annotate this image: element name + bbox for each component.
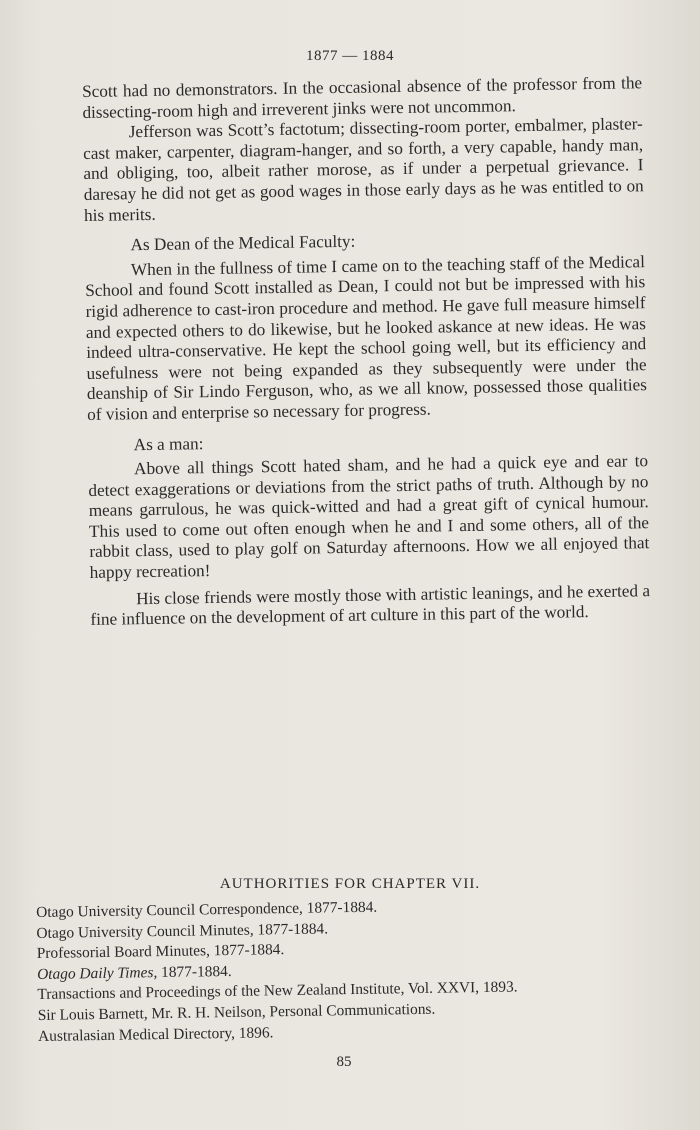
page-number: 85: [336, 1054, 352, 1070]
newspaper-years: 1877-1884.: [157, 962, 232, 981]
subheading-man: As a man:: [133, 433, 204, 454]
paragraph-jefferson: Jefferson was Scott’s factotum; dissecting-room porter, embalmer, plaster-cast maker, carpenter, diagram-hanger, and so forth, a very capable, handy man, and obliging, too, albeit rather morose, as if under a perpetual grievance. I daresay he did not get as good wages in those early days as he was entitled to on his merits.: [82, 114, 644, 225]
authorities-heading: AUTHORITIES FOR CHAPTER VII.: [219, 876, 481, 892]
authority-item: Professorial Board Minutes, 1877-1884.: [36, 941, 285, 963]
paragraph-friends: His close friends were mostly those with artistic leanings, and he exerted a fine influence on the development of art culture in this part of the world.: [90, 580, 651, 630]
authority-item: Otago University Council Correspondence, 1877-1884.: [36, 898, 378, 921]
authorities-list: [36, 893, 668, 1047]
paragraph-dean: When in the fullness of time I came on to the teaching staff of the Medical School and found Scott installed as Dean, I could not but be impressed with his rigid adherence to cast-iron procedure and method. He gave full measure himself and expected others to do likewise, but he looked askance at new ideas. He was indeed ultra-conservative. He kept the school going well, but its efficiency and usefulness were not being expanded as they subsequently were under the deanship of Sir Lindo Ferguson, who, as we all know, possessed those qualities of vision and enterprise so necessary for progress.: [85, 251, 647, 424]
authority-item: Australasian Medical Directory, 1896.: [37, 1023, 274, 1045]
authority-item: Otago University Council Minutes, 1877-1884.: [36, 920, 329, 942]
subheading-dean: As Dean of the Medical Faculty:: [130, 231, 356, 255]
paragraph-demonstrators: Scott had no demonstrators. In the occasional absence of the professor from the dissecting-room high and irreverent jinks were not uncommon.: [82, 73, 643, 122]
newspaper-title: Otago Daily Times,: [36, 963, 158, 983]
paragraph-man: Above all things Scott hated sham, and he had a quick eye and ear to detect exaggerations or deviations from the strict paths of truth. Although by no means garrulous, he was quick-witted and had a great gift of cynical humour. This used to come out often enough when he and I and some others, all of the rabbit class, used to play golf on Saturday afternoons. How we all enjoyed that happy recreation!: [88, 451, 650, 583]
authority-item: Transactions and Proceedings of the New Zealand Institute, Vol. XXVI, 1893.: [37, 978, 518, 1004]
authority-item: Sir Louis Barnett, Mr. R. H. Neilson, Personal Communications.: [37, 1000, 436, 1024]
body-text: [82, 73, 651, 631]
running-head: 1877 — 1884: [306, 48, 394, 64]
